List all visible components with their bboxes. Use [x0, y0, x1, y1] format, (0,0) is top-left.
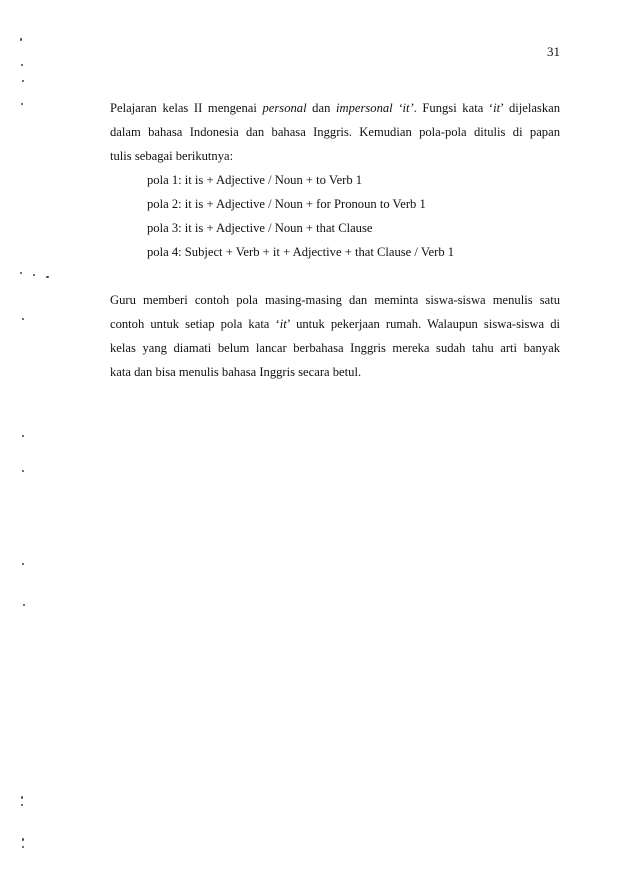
scan-speck — [23, 604, 25, 606]
page-number: 31 — [547, 44, 560, 59]
italic-term: it — [279, 317, 287, 331]
paragraph-line: Pelajaran kelas II mengenai personal dan impersonal ‘it’. Fungsi kata ‘it’ dijelaskan — [110, 101, 561, 115]
scan-speck — [22, 318, 24, 320]
page-content — [110, 96, 560, 384]
scan-speck — [22, 563, 24, 565]
paragraph-intro — [110, 96, 560, 168]
paragraph-line: dalam bahasa Indonesia dan bahasa Inggris. Kemudian pola-pola ditulis di papan — [110, 125, 560, 139]
paragraph-line: tulis sebagai berikutnya: — [110, 149, 234, 163]
paragraph-line: Guru memberi contoh pola masing-masing dan meminta siswa-siswa menulis satu — [110, 293, 560, 307]
pattern-list — [110, 168, 560, 264]
pattern-item: pola 4: Subject + Verb + it + Adjective + that Clause / Verb 1 — [147, 245, 455, 259]
scan-speck — [20, 272, 22, 274]
scan-speck — [22, 470, 24, 472]
italic-term: it — [493, 101, 501, 115]
scan-speck — [21, 64, 23, 66]
pattern-item: pola 2: it is + Adjective / Noun + for Pronoun to Verb 1 — [147, 197, 426, 211]
italic-term: impersonal ‘it’ — [335, 101, 414, 115]
paragraph-spacer — [110, 264, 560, 288]
scan-speck — [22, 435, 24, 437]
scan-speck — [33, 274, 35, 276]
scan-speck — [21, 804, 23, 806]
scan-speck — [46, 276, 49, 278]
pattern-item: pola 3: it is + Adjective / Noun + that Clause — [147, 221, 373, 235]
pattern-item: pola 1: it is + Adjective / Noun + to Verb 1 — [147, 173, 363, 187]
scan-speck — [21, 103, 23, 105]
scan-speck — [22, 846, 24, 848]
scan-speck — [20, 38, 22, 41]
scan-speck — [21, 796, 23, 799]
paragraph-line: contoh untuk setiap pola kata ‘it’ untuk pekerjaan rumah. Walaupun siswa-siswa di — [110, 317, 560, 331]
paragraph-line: kelas yang diamati belum lancar berbahasa Inggris mereka sudah tahu arti banyak — [110, 341, 560, 355]
scan-speck — [22, 838, 24, 841]
paragraph-line: kata dan bisa menulis bahasa Inggris secara betul. — [110, 365, 362, 379]
scan-speck — [22, 80, 24, 82]
italic-term: personal — [262, 101, 307, 115]
paragraph-homework — [110, 288, 560, 384]
